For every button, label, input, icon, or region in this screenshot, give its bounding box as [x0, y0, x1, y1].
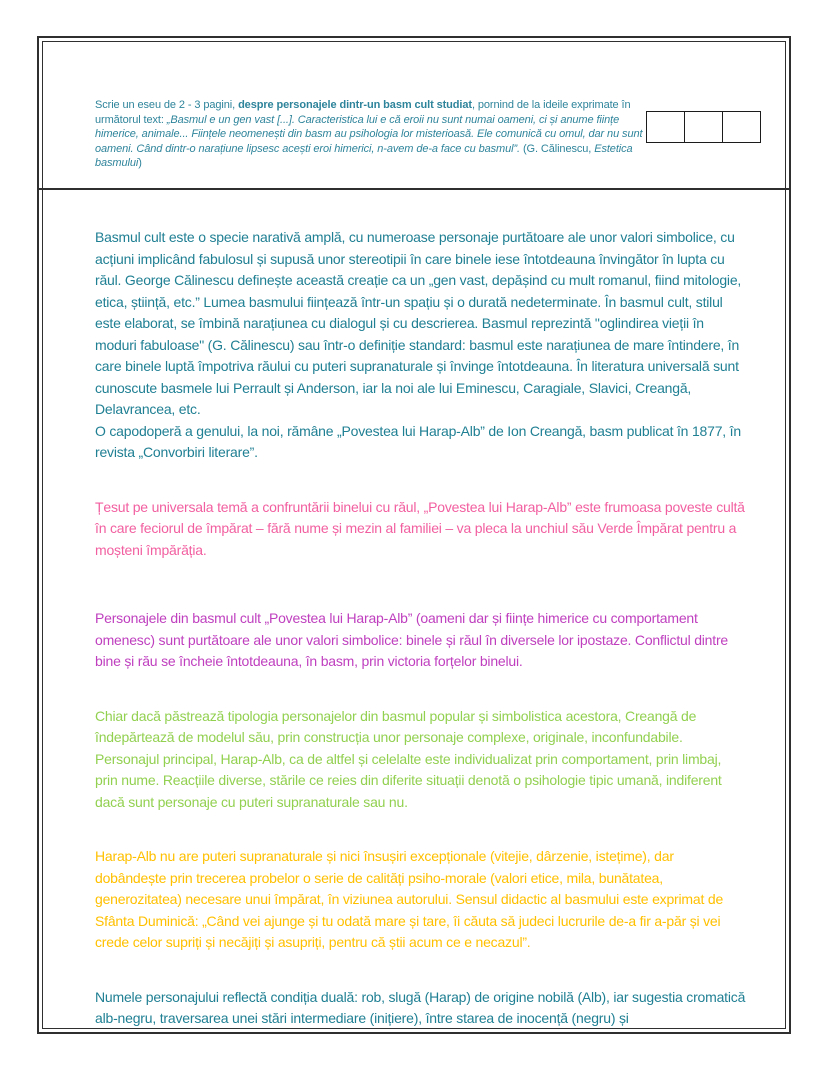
prompt-segment-5: Estetica basmului — [95, 142, 633, 169]
essay-paragraph-nume: Numele personajului reflectă condiția duală: rob, slugă (Harap) de origine nobilă (Alb), iar sugestia cromatică alb-negru, traversarea unei stări intermediare (inițiere), între starea de inocență (negru) și — [95, 988, 746, 1026]
prompt-segment-4: (G. Călinescu, — [520, 142, 595, 155]
essay-paragraph-personaje: Personajele din basmul cult „Povestea lui Harap-Alb” (oameni dar și ființe himerice cu comportament omenesc) sunt purtătoare ale unor valori simbolice: binele și răul în diversele lor ipostaze. Conflictul dintre bine și rău se încheie întotdeauna, în basm, prin victoria forțelor binelui. — [95, 610, 729, 669]
essay-paragraph-tipologie: Chiar dacă păstrează tipologia personajelor din basmul popular și simbolistica acestora, Creangă de îndepărtează de modelul său, prin construcția unor personaje complexe, originale, inconfundabile. Personajul principal, Harap-Alb, ca de altfel și celelalte este individualizat prin comportament, prin limbaj, prin nume. Reacțiile diverse, stările ce reies din diferite situații denotă o psihologie tipic umană, indiferent dacă sunt personaje cu puteri supranaturale sau nu. — [95, 707, 722, 810]
prompt-segment-1: despre personajele dintr-un basm cult studiat — [238, 99, 472, 111]
page-border-inner — [42, 41, 786, 1029]
score-cell — [723, 112, 761, 143]
prompt-segment-3: „Basmul e un gen vast [...]. Caracteristica lui e că eroii nu sunt numai oameni, ci și anume ființe himerice, animale... Ființele neomenești din basm au psihologia lor misterioasă. Ele comunică cu omul, dar nu sunt oameni. Când dintr-o narațiune lipsesc acești eroi himerici, n-avem de-a face cu basmul”. — [95, 113, 643, 155]
essay-paragraph-intro: Basmul cult este o specie narativă amplă, cu numeroase personaje purtătoare ale unor valori simbolice, cu acțiuni implicând fabulosul și supusă unor stereotipii în care binele iese întotdeauna învingător în lupta cu răul. George Călinescu definește această creație ca un „gen vast, depășind cu mult romanul, fiind mitologie, etica, știință, etc.” Lumea basmului ființează într-un spațiu și o durată nedeterminate. În basmul cult, stilul este elaborat, se îmbină narațiunea cu dialogul și cu descrierea. Basmul reprezintă "oglindirea vieții în moduri fabuloase" (G. Călinescu) sau într-o definiție standard: basmul este narațiunea de mare întindere, în care binele luptă împotriva răului cu puteri supranaturale și învinge întotdeauna. În literatura universală sunt cunoscute basmele lui Perrault și Anderson, iar la noi ale lui Eminescu, Caragiale, Slavici, Creangă, Delavrancea, etc. — [95, 229, 742, 417]
page-border — [37, 36, 791, 1034]
score-cell — [685, 112, 723, 143]
score-table — [646, 111, 761, 143]
essay-paragraph-tema: Țesut pe universala temă a confruntării binelui cu răul, „Povestea lui Harap-Alb” este frumoasa poveste cultă în care feciorul de împărat – fără nume și mezin al familiei – va pleca la unchiul său Verde Împărat pentru a moșteni împărăția. — [95, 498, 745, 558]
prompt-segment-0: Scrie un eseu de 2 - 3 pagini, — [95, 99, 239, 111]
essay-paragraph-capodopera: O capodoperă a genului, la noi, rămâne „Povestea lui Harap-Alb” de Ion Creangă, basm publicat în 1877, în revista „Convorbiri literare”. — [95, 422, 741, 460]
essay-body — [95, 227, 747, 1030]
assignment-prompt — [95, 98, 657, 171]
score-row — [647, 112, 761, 143]
essay-paragraph-harap-alb: Harap-Alb nu are puteri supranaturale și nici însușiri excepționale (vitejie, dârzenie, istețime), dar dobândește prin trecerea probelor o serie de calități psiho-morale (valori etice, mila, bunătatea, generozitatea) necesare unui împărat, în viziunea autorului. Sensul didactic al basmului este exprimat de Sfânta Duminică: „Când vei ajunge și tu odată mare și tare, îi căuta să judeci lucrurile de-a fir a-păr și vei crede celor supriți și necăjiți și asupriți, pentru că știi acum ce e necazul”. — [95, 848, 724, 950]
prompt-segment-6: ) — [138, 157, 142, 169]
prompt-segment-2: , pornind de la ideile exprimate în următorul text: — [95, 99, 631, 126]
score-cell — [647, 112, 685, 143]
